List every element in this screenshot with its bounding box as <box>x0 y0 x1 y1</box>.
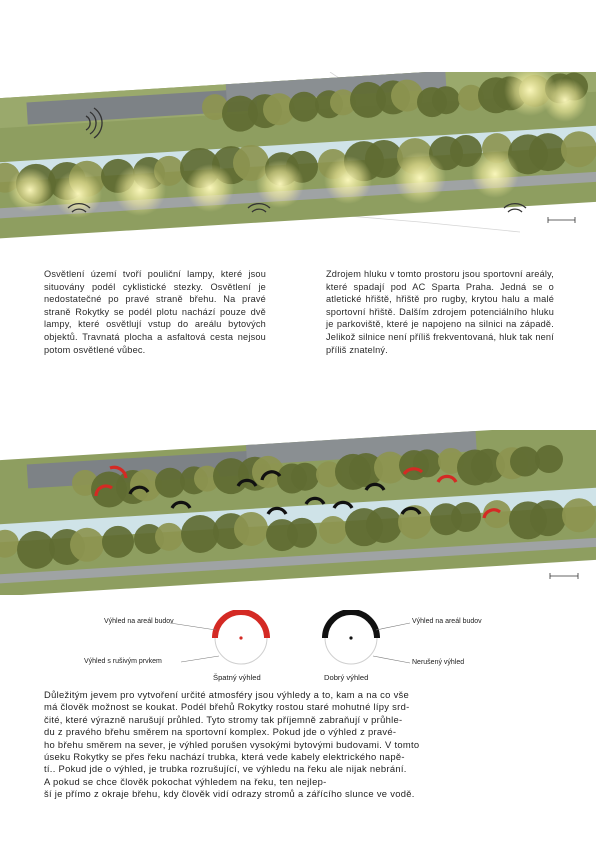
paragraph-line: ho břehu směrem na sever, je výhled porušen vysokými bytovými budovami. V tomto <box>44 738 420 750</box>
tree-canopy <box>155 523 183 551</box>
tree-canopy <box>366 507 402 543</box>
paragraph-line: A pokud se chce člověk pokochat výhledem na řeku, ten nejlep- <box>44 775 327 787</box>
good-view-side-label: Nerušený výhled <box>412 659 465 666</box>
tree-canopy <box>561 131 596 167</box>
views-map <box>0 430 596 595</box>
good-view-arc <box>325 612 377 638</box>
tree-canopy <box>413 449 441 477</box>
tree-canopy <box>289 92 319 122</box>
paragraph-line: ší je přímo z okraje břehu, kdy člověk vidí odrazy stromů a zářícího slunce ve vodě. <box>44 788 415 800</box>
tree-canopy <box>530 500 566 536</box>
tree-canopy <box>70 528 104 562</box>
lighting-noise-map <box>0 72 596 242</box>
paragraph-line: Důležitým jevem pro vytvoření určité atmosféry jsou výhledy a to, kam a na co vše <box>44 689 410 700</box>
tree-canopy <box>432 86 460 114</box>
paragraph-line: tí.. Pokud jde o výhled, je trubka rozrušující, ve výhledu na řeku ale nijak nebrání. <box>44 763 407 775</box>
tree-canopy <box>451 502 481 532</box>
noise-description: Zdrojem hluku v tomto prostoru jsou sportovní areály, které spadají pod AC Sparta Praha. Jedná se o atletické hřiště, hřiště pro rugby, krytou halu a malé sportovní hřiště. Dalším zdrojem potenciálního hluku je parkoviště, které je napojeno na silnici na západě. Jelikož silnice není příliš frekventovaná, hluk tak není příliš znatelný. <box>326 269 554 355</box>
tree-canopy <box>287 518 317 548</box>
bad-view-caption: Špatný výhled <box>213 673 261 682</box>
lighting-description: Osvětlení území tvoří pouliční lampy, které jsou situovány podél cyklistické stezky. Osvětlení je nedostatečné po pravé straně břehu. Na pravé straně Rokytky se podél plotu nachází pouze dvě lampy, které osvětlují vstup do areálu bytových objektů. Travnatá plocha a asfaltová cesta nejsou potom osvětlené vůbec. <box>44 269 266 355</box>
paragraph-line: du z pravého břehu směrem na sportovní komplex. Pokud jde o výhled z pravé- <box>44 726 397 738</box>
tree-canopy <box>102 526 134 558</box>
tree-canopy <box>291 463 319 491</box>
tree-canopy <box>535 445 563 473</box>
bad-view-side-label: Výhled s rušivým prvkem <box>84 658 162 665</box>
good-view-top-label: Výhled na areál budov <box>412 618 482 625</box>
views-description <box>44 689 558 801</box>
paragraph-line: má člověk možnost se koukat. Podél břehů Rokytky rostou staré mohutné lípy srd- <box>44 701 410 713</box>
tree-canopy <box>234 512 268 546</box>
good-view-caption: Dobrý výhled <box>324 673 369 682</box>
paragraph-line: čité, které výrazně narušují průhled. Tyto stromy tak příjemně zabraňují v průhle- <box>44 713 403 725</box>
bad-view-top-label: Výhled na areál budov <box>104 618 174 625</box>
paragraph-line: úseku Rokytky se přes řeku nachází trubka, která vede kabely elektrického napě- <box>44 751 405 763</box>
tree-canopy <box>562 498 596 532</box>
bad-view-arc <box>215 612 267 638</box>
tree-canopy <box>319 516 347 544</box>
